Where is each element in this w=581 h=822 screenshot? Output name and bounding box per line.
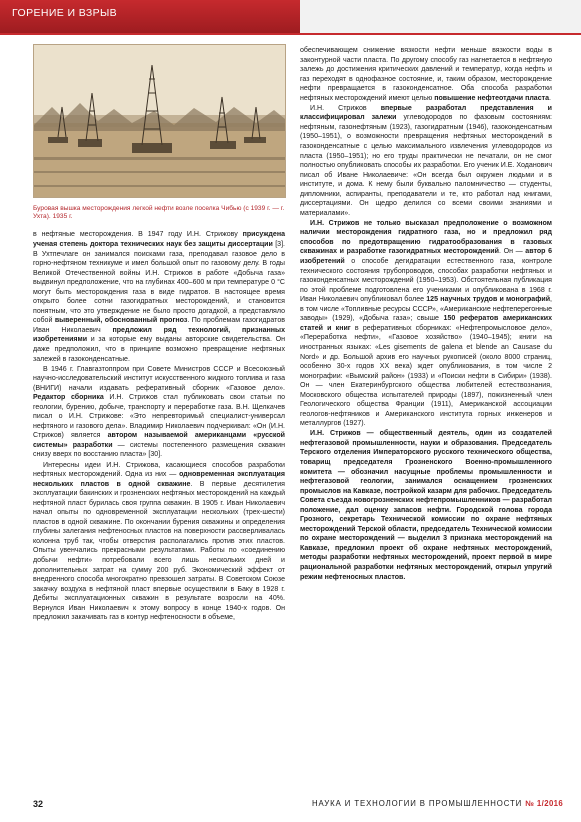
paragraph: обеспечивающем снижение вязкости нефти меньше вязкости воды в законтурной части пласта. По другому способу газ нагнетается в нефтяную залежь до достижения критических давлений и температур, когда нефть и газ переходят в однофазное состояние, и, таким образом, месторождение нефти превращается в газоконденсатное. Оба способа разработки нефтяных месторождений имеют целью повышение нефтеотдачи пласта. bbox=[300, 47, 552, 102]
journal-title: НАУКА И ТЕХНОЛОГИИ В ПРОМЫШЛЕННОСТИ bbox=[312, 799, 523, 808]
paragraph: Интересны идеи И.Н. Стрижова, касающиеся способов разработки нефтяных месторождений. Одна из них — одновременная эксплуатация нескольких пластов в одной скважине. В первые десятилетия эксплуатации бакинских и грозненских нефтяных месторождений на каждый нефтяной пласт бурилась своя группа скважин. В 1905 г. Иван Николаевич начал опыты по одновременной эксплуатации нескольких (трех-шести) пластов в одной скважине. По окончании бурения скважины и определения глубины залегания нефтеносных пластов на поверхности рассверливалась колонна труб так, чтобы отверстия располагались против этих пластов. Опыты увенчались прекрасными результатами. Работы по «соединению добычи нефти» потребовали всего лишь нескольких дней и дополнительных затрат на сумму 200 руб. Экономический эффект от внедренного способа многократно превзошел затраты. В Советском Союзе закачку воздуха в нефтяной пласт впервые осуществили в Баку в 1928 г. Дебиты эксплуатационных скважин в результате возросли на 40%. Вернулся Иван Николаевич к этому вопросу в конце 1940-х годов. Он предложил закачивать газ в контур нефтеносности в объеме, bbox=[33, 461, 286, 622]
paragraph: И.Н. Стрижов не только высказал предположение о возможном наличии месторождения гидратного газа, но и предложил ряд способов по предотвращению гидратообразования в газовых скважинах и разработке газогидратных месторождений. Он — автор 6 изобретений о способе дегидратации естественного газа, контроле технического состояния трубопроводов, способах разработки нефтяных и газоконденсатных месторождений (1950–1953). Обстоятельная публикация по этой проблеме подготовлена его учениками и опубликована в 1968 г. Иван Николаевич опубликовал более 125 научных трудов и монографий, в том числе «Топливные ресурсы СССР», «Американские нефтеперегонные заводы» (1929), «Добыча газа»; свыше 150 рефератов американских статей и книг в реферативных сборниках: «Нефтепромысловое дело», «Переработка нефти», «Газовое хозяйство» (1940–1945); книги на иностранных языках: «Les gisements de galena et blende an Causase du Nord» и др. Большой архив его научных рукописей (около 8000 страниц, особенно 30-х годов XX века) ждет опубликования, в том числе 2 монографии: «Вымский район» (1933) и «Поиски нефти в Сибири» (1938). Он — член Екатеринбургского общества любителей естествознания, Московского общества испытателей природы (1897), пожизненный член Геологического общества Франции (1911), Американской ассоциации геологов-нефтяников и Американского института горных инженеров и металлургов (1927). bbox=[300, 219, 552, 428]
figure-caption: Буровая вышка месторождения легкой нефти возле поселка Чибью (с 1939 г. — г. Ухта). 1935 г. bbox=[33, 205, 285, 221]
oil-derrick-photo-illustration bbox=[34, 45, 285, 197]
header-bar bbox=[0, 0, 581, 33]
section-tab bbox=[0, 0, 300, 33]
section-title: ГОРЕНИЕ И ВЗРЫВ bbox=[12, 7, 118, 19]
header-rule bbox=[0, 33, 581, 35]
paragraph: В 1946 г. Главгазтоппром при Совете Министров СССР и Всесоюзный научно-исследовательский институт искусственного жидкого топлива и газа (ВНИГИ) начали издавать реферативный сборник «Газовое дело». Редактор сборника И.Н. Стрижов стал публиковать свои статьи по геологии, бурению, добыче, транспорту и переработке газа. В.Н. Щелкачев писал о И.Н. Стрижове: «Это непревторимый специалист-универсал нефтяного и газового дела». Владимир Николаевич подчеркивал: «Он (И.Н. Стрижов) является автором называемой американцами «русской системы» разработки — системы постепенного размещения скважин снизу вверх по восстанию пласта» [30]. bbox=[33, 365, 285, 459]
left-column bbox=[33, 44, 285, 623]
paragraph: И.Н. Стрижов — общественный деятель, один из создателей нефтегазовой промышленности, науки и образования. Председатель Терского отделения Императорского русского технического общества, товарищ председателя Грозненского Военно-промышленного комитета — обозначил насущные проблемы промышленности и нефтегазовой геологии, занимался оснащением грозненских промыслов на Кавказе, постройкой казарм для рабочих. Председатель Совета съезда новогрозненских нефтепромышленников — разработал положение, дал оценку запасов нефти. Городской голова города Грозного, секретарь Технической комиссии по охране нефтяных месторождений Терской области, председатель Технической комиссии по охране месторождений — выделил 3 признака месторождений на Кавказе, предложил проект об охране нефтяных месторождений, методы разработки нефтяных месторождений, проект первой в мире рациональной разработки нефтяных месторождений, открыл упругий режим нефтеносных пластов. bbox=[300, 430, 552, 581]
historical-photo bbox=[33, 44, 286, 198]
paragraph: И.Н. Стрижов впервые разработал представления и классифицировал залежи углеводородов по фазовым состояниям: нефтяным, газонефтяным (1923), газогидратным (1946), газоконденсатным (1950–1951), о возможности превращения нефтяных месторождений в газоконденсатные с целью максимального извлечения углеводородов из пласта (1950–1951); но его труды практически не печатали, он не смог полностью опубликовать способы их разработки. Его ученик И.Е. Ходанович писал об Иване Николаевиче: «Он всегда был окружен людьми и в институте, и дома. К нему были буквально паломничество — студенты, дипломники, аспиранты, преподаватели и те, кто работал над книгами, диссертациями. Он щедро делился со всеми своими знаниями и материалами». bbox=[300, 104, 552, 217]
page-number: 32 bbox=[33, 799, 44, 809]
right-column bbox=[300, 46, 552, 582]
issue-number: № 1/2016 bbox=[525, 799, 564, 808]
journal-footer bbox=[312, 799, 563, 808]
paragraph: в нефтяные месторождения. В 1947 году И.Н. Стрижову присуждена ученая степень доктора технических наук без защиты диссертации [3]. В Ухтпечлаге он занимался поисками газа, преподавал газовое дело в горно-нефтяном техникуме и имел большой опыт по газовому делу. В годы Великой Отечественной войны И.Н. Стрижов в работе «Добыча газа» выдвинул предположение, что на глубинах 400–600 м при температуре 0 °С могут быть месторождения газа в виде гидратов. В настоящее время открыто более сотни газогидратных месторождений, и становится понятным, что это утверждение не было просто догадкой, а представляло собой выверенный, обоснованный прогноз. По проблемам газогидратов Иван Николаевич предложил ряд технологий, признанных изобретениями и за которые ему выданы авторские свидетельства. Он даже предположил, что в принципе возможно превращение нефтяных залежей в газоконденсатные. bbox=[33, 231, 285, 363]
